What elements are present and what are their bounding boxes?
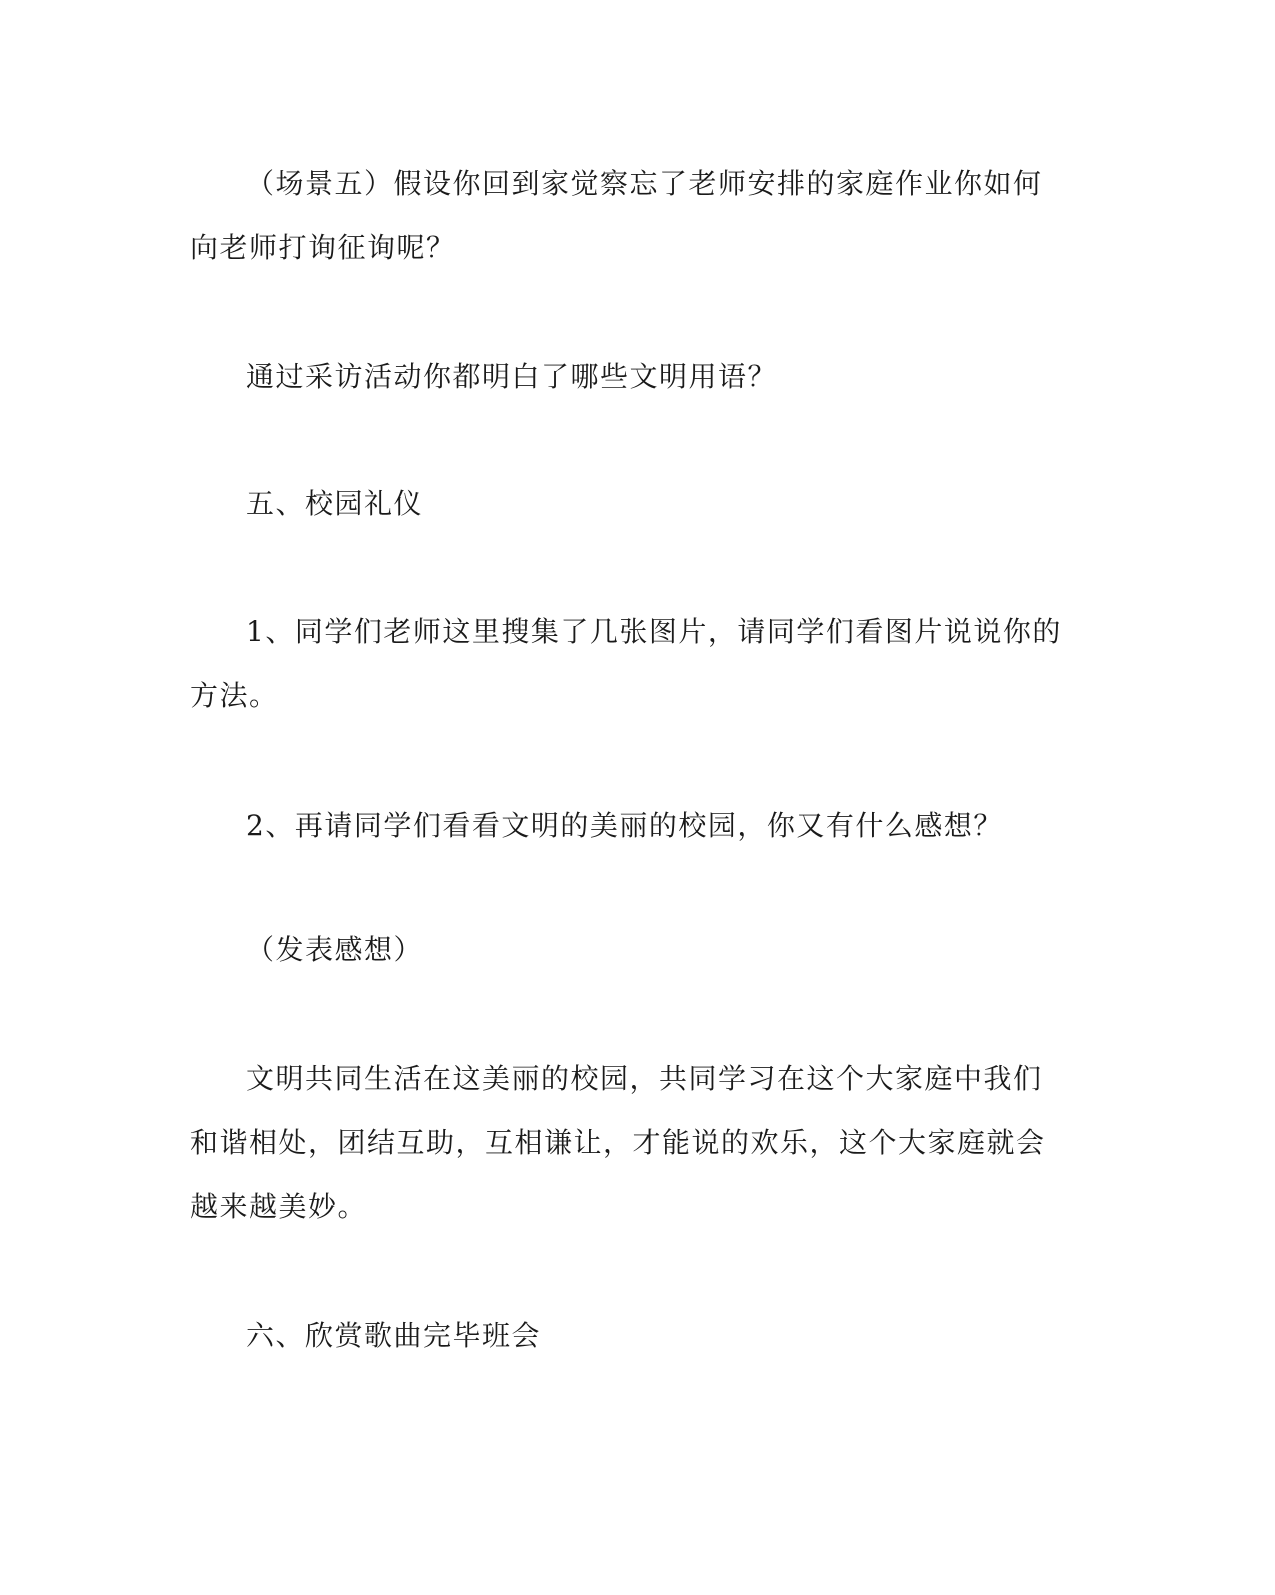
paragraph-item-2-campus: 2、再请同学们看看文明的美丽的校园，你又有什么感想？	[246, 809, 1003, 842]
paragraph-share-thoughts: （发表感想）	[246, 933, 424, 966]
paragraph-interview-question: 通过采访活动你都明白了哪些文明用语？	[246, 360, 778, 393]
paragraph-scene-five: （场景五）假设你回到家觉察忘了老师安排的家庭作业你如何向老师打询征询呢？	[190, 167, 1043, 264]
paragraph-item-1-pictures: 1、同学们老师这里搜集了几张图片，请同学们看图片说说你的方法。	[190, 615, 1062, 712]
section-heading-closing-song: 六、欣赏歌曲完毕班会	[246, 1319, 542, 1352]
section-heading-campus-etiquette: 五、校园礼仪	[246, 487, 424, 520]
paragraph-civilized-campus: 文明共同生活在这美丽的校园，共同学习在这个大家庭中我们和谐相处，团结互助，互相谦让，才能说的欢乐，这个大家庭就会越来越美妙。	[190, 1062, 1046, 1223]
